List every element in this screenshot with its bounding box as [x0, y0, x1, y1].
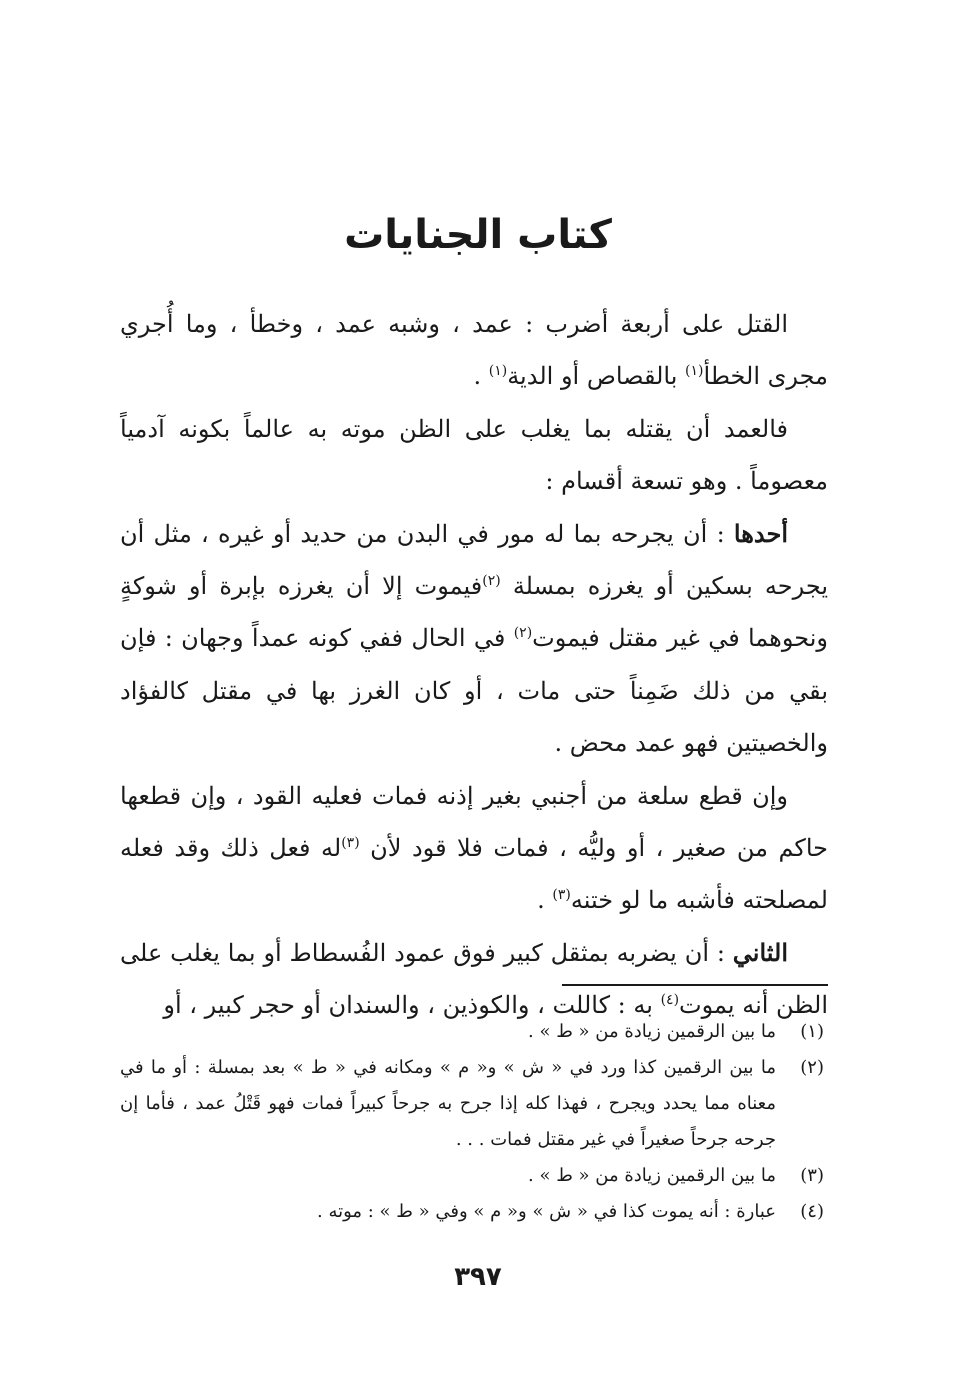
text-run: فالعمد أن يقتله بما يغلب على الظن موته به عالماً بكونه آدمياً معصوماً . وهو تسعة أقسام : — [120, 414, 828, 496]
page-number: ٣٩٧ — [454, 1262, 502, 1292]
text-run: في الحال ففي كونه عمداً وجهان : فإن بقي من ذلك ضَمِناً حتى مات ، أو كان الغرز بها في مقتل كالفؤاد والخصيتين فهو عمد محض . — [120, 624, 828, 758]
footnote-number: (١) — [800, 1021, 824, 1042]
footnote-separator — [562, 984, 828, 986]
footnote-text: عبارة : أنه يموت كذا في « ش » و« م » وفي « ط » : موته . — [317, 1201, 776, 1222]
footnote-text: ما بين الرقمين زيادة من « ط » . — [528, 1165, 776, 1186]
footnote-marker: (١) — [685, 363, 704, 380]
text-run: به : كاللت ، والكوذين ، والسندان أو حجر كبير ، أو — [163, 991, 661, 1020]
chapter-title: كتاب الجنايات — [344, 212, 612, 258]
text-run: . — [537, 886, 553, 915]
footnote-text: ما بين الرقمين زيادة من « ط » . — [528, 1021, 776, 1042]
footnote-marker: (٢) — [482, 573, 501, 590]
text-run: له فعل ذلك وقد فعله لمصلحته فأشبه ما لو ختنه — [120, 834, 828, 915]
main-text — [120, 298, 828, 1032]
footnote-number: (٤) — [800, 1201, 824, 1222]
paragraph-lead-word: الثاني — [732, 937, 788, 967]
footnote-text: ما بين الرقمين كذا ورد في « ش » و« م » ومكانه في « ط » بعد بمسلة : أو ما في معناه مما يحدد ويجرح ، فهذا كله إذا جرح به جرحاً كبيراً فمات فهو قَتْلُ عمد ، فأما إن جرحه جرحاً صغيراً في غير مقتل فمات . . . — [120, 1057, 776, 1150]
footnote-marker: (٣) — [552, 887, 571, 904]
paragraph — [120, 508, 828, 770]
footnote-item — [120, 1158, 828, 1194]
footnote-marker: (١) — [488, 363, 508, 380]
text-run: بالقصاص أو الدية — [507, 362, 686, 391]
footnote-item — [120, 1014, 828, 1050]
text-run: : أن يضربه بمثقل كبير فوق عمود الفُسطاط أو بما يغلب على الظن أنه يموت — [120, 938, 828, 1020]
text-run: القتل على أربعة أضرب : عمد ، وشبه عمد ، وخطأ ، وما أُجري مجرى الخطأ — [120, 310, 828, 391]
text-run: وإن قطع سلعة من أجنبي بغير إذنه فمات فعليه القود ، وإن قطعها حاكم من صغير ، أو وليُّه ، فمات فلا قود لأن — [120, 781, 829, 863]
text-run: . — [473, 362, 489, 391]
text-run: : أن يجرحه بما له مور في البدن من حديد أو غيره ، مثل أن يجرحه بسكين أو يغرزه بمسلة — [120, 519, 828, 601]
footnote-marker: (٣) — [341, 835, 360, 852]
footnote-marker: (٤) — [660, 992, 680, 1009]
footnote-number: (٢) — [800, 1057, 824, 1078]
paragraph-lead-word: أحدها — [733, 518, 788, 548]
footnotes-list — [120, 1014, 828, 1230]
paragraph — [120, 770, 828, 927]
footnote-item — [120, 1050, 828, 1158]
paragraph — [120, 298, 828, 403]
footnote-item — [120, 1194, 828, 1230]
footnote-marker: (٢) — [513, 625, 533, 642]
paragraph — [120, 403, 828, 508]
text-run: فيموت إلا أن يغرزه بإبرة أو شوكةٍ ونحوهما في غير مقتل فيموت — [120, 572, 828, 653]
footnote-number: (٣) — [800, 1165, 824, 1186]
